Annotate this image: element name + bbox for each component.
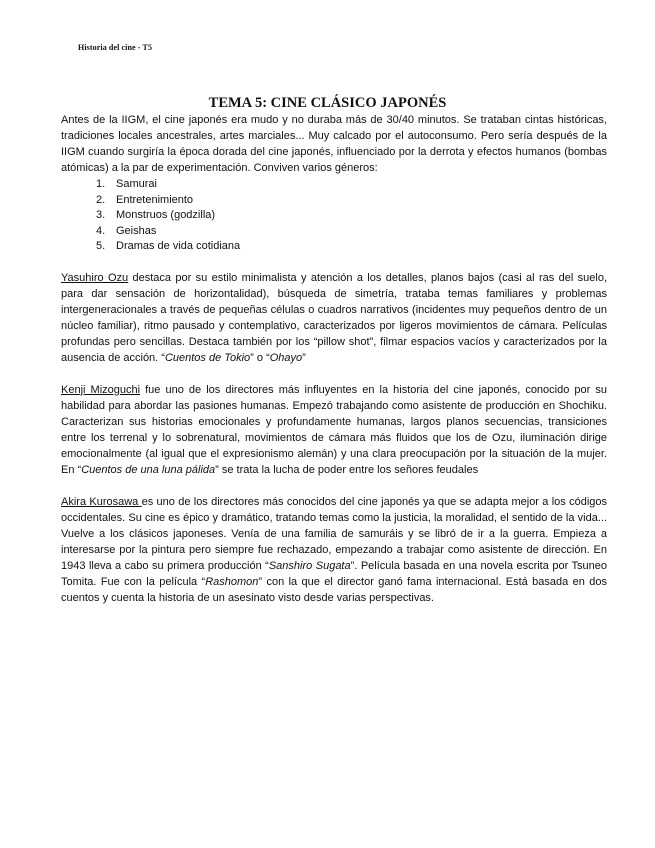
spacer — [61, 254, 607, 270]
kurosawa-text: es uno de los directores más conocidos del cine japonés ya que se adapta mejor a los códigos occidentales. Su cine es épico y dramático, tratando temas como la justicia, la moralidad, el sentido de la vida... Vuelve a los clásicos japoneses. Venía de una familia de samuráis y se libró de ir a la guerra. Empieza a interesarse por la pintura pero siempre fue rechazado, empezando a trabajar como asistente de dirección. En 1943 lleva a cabo su primera producción “ — [61, 495, 607, 572]
director-name-ozu: Yasuhiro Ozu — [61, 271, 129, 284]
film-title: Rashomon — [205, 575, 259, 588]
mizoguchi-paragraph — [61, 382, 607, 478]
film-title: Cuentos de una luna pálida — [81, 463, 216, 476]
mizoguchi-text: fue uno de los directores más influyentes en la historia del cine japonés, conocido por su habilidad para abordar las pasiones humanas. Empezó trabajando como asistente de producción en Shochiku. Caracterizan sus historias emocionales y profundamente humanas, largos planos secuencias, transiciones entre los terrenal y lo sobrenatural, movimientos de cámara más fluidos que los de Ozu, iluminación dirige emocionalmente (al igual que el expresionismo alemán) y una clara preocupación por la situación de la mujer. En “ — [61, 383, 607, 476]
list-item — [61, 238, 607, 254]
ozu-text-mid: ” o “ — [250, 351, 270, 364]
list-item — [61, 176, 607, 192]
director-name-kurosawa: Akira Kurosawa — [61, 495, 142, 508]
list-item-number: 3. — [96, 209, 106, 221]
intro-paragraph: Antes de la IIGM, el cine japonés era mudo y no duraba más de 30/40 minutos. Se trataban cintas históricas, tradiciones locales ancestrales, artes marciales... Muy calcado por el autoconsumo. Pero sería después de la IIGM cuando surgiría la época dorada del cine japonés, influenciado por la derrota y efectos humanos (bombas atómicas) a la par de experimentación. Conviven varios géneros: — [61, 114, 607, 174]
running-header: Historia del cine - T5 — [78, 43, 153, 52]
list-item-number: 4. — [96, 224, 106, 237]
spacer — [61, 366, 607, 382]
ozu-paragraph — [61, 270, 607, 366]
film-title: Ohayo — [269, 351, 303, 364]
list-item-label: Geishas — [116, 224, 157, 237]
list-item — [61, 192, 607, 208]
film-title: Sanshiro Sugata — [268, 559, 351, 572]
director-name-mizoguchi: Kenji Mizoguchi — [61, 383, 141, 396]
kurosawa-text-2: ”. Película basada en una novela escrita por Tsuneo Tomita. Fue con la película “ — [61, 559, 607, 588]
genre-list — [61, 176, 607, 254]
ozu-text: destaca por su estilo minimalista y atención a los detalles, planos bajos (casi al ras del suelo, para dar sensación de horizontalidad), búsqueda de simetría, trataba temas familiares y problemas intergeneracionales a través de pequeñas células o cuadros narrativos (incidentes muy pequeños dentro de un núcleo familiar), ritmo pausado y contemplativo, caracterizados por ligeros movimientos de cámara. Películas profundas pero sencillas. Destaca también por los “pillow shot”, filmar espacios vacíos y caracterizados por la ausencia de acción. “ — [61, 271, 607, 364]
list-item-label: Entretenimiento — [116, 193, 194, 206]
page-title: TEMA 5: CINE CLÁSICO JAPONÉS — [208, 95, 447, 111]
list-item — [61, 223, 607, 239]
list-item-number: 1. — [96, 178, 106, 190]
kurosawa-text-3: ” con la que el director ganó fama internacional. Está basada en dos cuentos y cuenta la historia de un asesinato visto desde varias perspectivas. — [61, 575, 607, 604]
list-item-label: Monstruos (godzilla) — [116, 209, 216, 221]
list-item-label: Samurai — [116, 178, 157, 190]
film-title: Cuentos de Tokio — [164, 351, 251, 364]
ozu-text-end: ” — [302, 351, 306, 364]
list-item-label: Dramas de vida cotidiana — [116, 240, 241, 252]
list-item-number: 5. — [96, 240, 106, 252]
spacer — [61, 478, 607, 494]
list-item-number: 2. — [96, 193, 106, 206]
list-item — [61, 207, 607, 223]
document-body — [61, 112, 607, 606]
kurosawa-paragraph — [61, 494, 607, 606]
mizoguchi-text-end: ” se trata la lucha de poder entre los señores feudales — [215, 463, 479, 476]
